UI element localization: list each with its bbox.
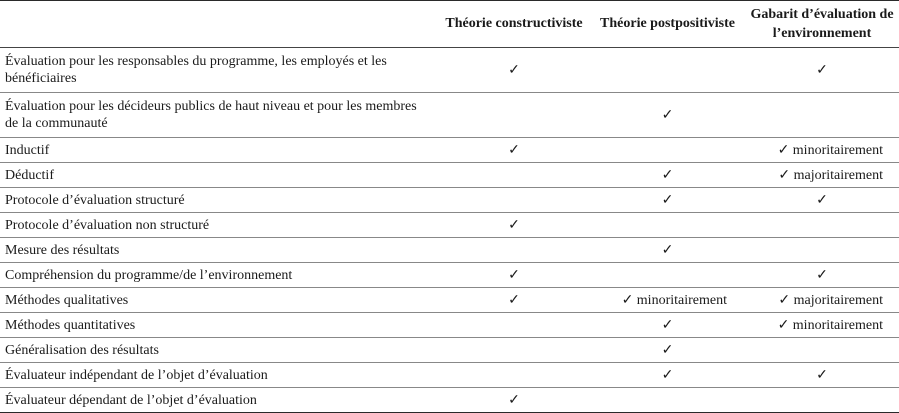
row-label: Compréhension du programme/de l’environnement — [5, 267, 293, 283]
table-row — [0, 48, 899, 93]
table-row — [0, 93, 899, 138]
check-cell-constructivist: ✓ — [508, 292, 520, 308]
check-cell-constructivist: ✓ — [508, 392, 520, 408]
row-label: Mesure des résultats — [5, 242, 120, 258]
check-cell-environment-template: ✓ minoritairement — [777, 142, 883, 158]
table-row — [0, 288, 899, 313]
table-row — [0, 163, 899, 188]
check-cell-constructivist: ✓ — [508, 142, 520, 158]
check-cell-postpositivist: ✓ — [661, 167, 674, 183]
check-cell-environment-template — [745, 93, 899, 138]
check-cell-constructivist — [438, 338, 590, 363]
check-cell-postpositivist — [590, 48, 745, 93]
check-cell-constructivist: ✓ — [508, 217, 520, 233]
row-label: Évaluation pour les décideurs publics de haut niveau et pour les membres de la communauté — [5, 99, 417, 131]
row-label: Évaluateur dépendant de l’objet d’évaluation — [5, 392, 257, 408]
check-cell-constructivist — [438, 363, 590, 388]
check-cell-postpositivist: ✓ — [661, 342, 674, 358]
table-row — [0, 138, 899, 163]
check-cell-environment-template — [745, 338, 899, 363]
table-row — [0, 313, 899, 338]
check-cell-postpositivist — [590, 388, 745, 413]
check-cell-environment-template: ✓ minoritairement — [777, 317, 883, 333]
check-cell-postpositivist — [590, 263, 745, 288]
row-label: Méthodes qualitatives — [5, 292, 129, 308]
row-label: Méthodes quantitatives — [5, 317, 136, 333]
check-cell-constructivist: ✓ — [508, 62, 520, 78]
table-row — [0, 363, 899, 388]
check-cell-constructivist — [438, 313, 590, 338]
check-cell-postpositivist — [590, 138, 745, 163]
check-cell-postpositivist: ✓ minoritairement — [621, 292, 727, 308]
check-cell-environment-template: ✓ — [816, 62, 828, 78]
header-environment-template: Gabarit d’évaluation de l’environnement — [750, 6, 894, 41]
header-constructivist: Théorie constructiviste — [445, 16, 583, 31]
check-cell-postpositivist: ✓ — [661, 367, 674, 383]
check-cell-environment-template: ✓ majoritairement — [778, 292, 883, 308]
check-cell-postpositivist — [590, 213, 745, 238]
table-row — [0, 338, 899, 363]
row-label: Généralisation des résultats — [5, 342, 159, 358]
check-cell-environment-template — [745, 238, 899, 263]
check-cell-postpositivist: ✓ — [661, 192, 674, 208]
check-cell-environment-template: ✓ majoritairement — [778, 167, 883, 183]
table-row — [0, 263, 899, 288]
table-body — [0, 48, 899, 413]
check-cell-postpositivist: ✓ — [661, 242, 674, 258]
table-row — [0, 388, 899, 413]
row-label: Inductif — [5, 142, 50, 158]
table-row — [0, 213, 899, 238]
row-label: Protocole d’évaluation structuré — [5, 192, 185, 208]
header-empty — [0, 1, 438, 48]
table-row — [0, 188, 899, 213]
table-row — [0, 238, 899, 263]
table-header — [0, 1, 899, 48]
check-cell-environment-template: ✓ — [816, 367, 828, 383]
check-cell-constructivist — [438, 93, 590, 138]
check-cell-constructivist — [438, 163, 590, 188]
check-cell-constructivist — [438, 188, 590, 213]
row-label: Évaluation pour les responsables du programme, les employés et les bénéficiaires — [5, 54, 387, 86]
check-cell-environment-template — [745, 388, 899, 413]
row-label: Protocole d’évaluation non structuré — [5, 217, 210, 233]
row-label: Évaluateur indépendant de l’objet d’évaluation — [5, 367, 268, 383]
check-cell-constructivist — [438, 238, 590, 263]
header-postpositivist: Théorie postpositiviste — [600, 16, 735, 31]
check-cell-environment-template: ✓ — [816, 192, 828, 208]
check-cell-postpositivist: ✓ — [661, 317, 674, 333]
check-cell-environment-template: ✓ — [816, 267, 828, 283]
header-row — [0, 1, 899, 48]
check-cell-environment-template — [745, 213, 899, 238]
check-cell-postpositivist: ✓ — [661, 107, 674, 123]
check-cell-constructivist: ✓ — [508, 267, 520, 283]
row-label: Déductif — [5, 167, 54, 183]
